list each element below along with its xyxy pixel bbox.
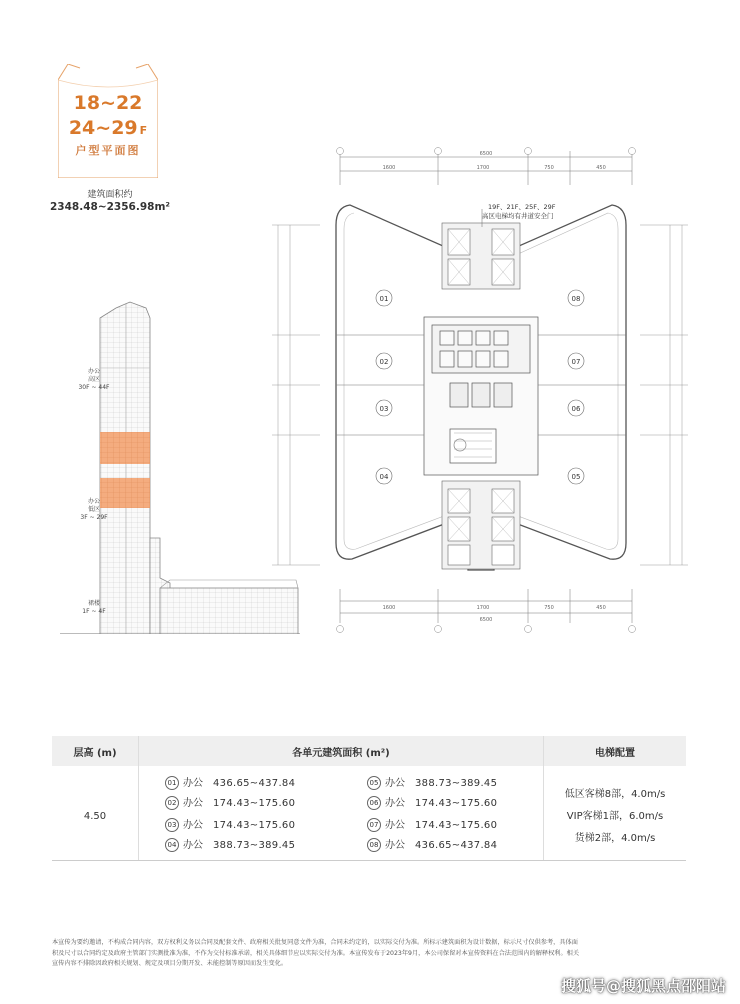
dim-bottom-1: 1600 [382, 605, 396, 611]
zone-label-low: 办公 低区 3F ~ 29F [80, 498, 108, 521]
dim-top-4: 450 [596, 165, 606, 171]
badge-subtitle: 户型平面图 [75, 144, 141, 157]
unit-cell: 01 办公 436.65~437.84 [139, 766, 342, 791]
axis-bubbles-bottom [337, 626, 636, 633]
header-elevator: 电梯配置 [544, 736, 687, 766]
area-value: 2348.48~2356.98m² [50, 201, 170, 213]
disclaimer: 本宣传为要约邀请，不构成合同内容，双方权利义务以合同及配套文件、政府相关批复同意文件为准，合同未约定的，以实际交付为准。所标示建筑面积为设计数据，标示尺寸仅供参考，具体面 积及尺寸以合同约定及政府主管部门实测批准为准，不作为交付标准承诺，相关具体细节应以实际交付为准。本宣传发布于2023年9月，本公司保留对本宣传资料在合法范围内的解释权利。相关 宣传内容不排除因政府相关规划、规定及项目分期开发、未能控制等原因而发生变化。 [52, 939, 580, 967]
elevator-config: 低区客梯8部，4.0m/s VIP客梯1部，6.0m/s 货梯2部，4.0m/s [544, 766, 687, 861]
watermark: 搜狐号@搜狐黑点邵阳站 [560, 977, 726, 995]
unit-label-03: 03 [379, 405, 389, 413]
floor-plan [260, 145, 700, 640]
unit-cell: 03 办公 174.43~175.60 [139, 813, 342, 835]
floor-height-value: 4.50 [52, 766, 139, 861]
unit-label-05: 05 [571, 473, 581, 481]
top-core [442, 223, 520, 289]
unit-label-07: 07 [571, 358, 581, 366]
dim-bottom-2: 1700 [476, 605, 490, 611]
header-floor-height: 层高 (m) [52, 736, 139, 766]
unit-label-06: 06 [571, 405, 581, 413]
callout-line-1: 19F、21F、25F、29F [488, 203, 556, 211]
header-unit-area: 各单元建筑面积 (m²) [139, 736, 544, 766]
dim-bottom-3: 750 [544, 605, 554, 611]
unit-cell: 08 办公 436.65~437.84 [341, 835, 544, 861]
unit-cell: 02 办公 174.43~175.60 [139, 791, 342, 813]
dim-bottom-4: 450 [596, 605, 606, 611]
unit-label-02: 02 [379, 358, 389, 366]
unit-label-04: 04 [379, 473, 389, 481]
unit-cell: 05 办公 388.73~389.45 [341, 766, 544, 791]
bottom-core [442, 481, 520, 569]
unit-cell: 04 办公 388.73~389.45 [139, 835, 342, 861]
callout-line-2: 高区电梯均有井道安全门 [482, 212, 554, 220]
badge-floor-range-2: 24~29 F [68, 117, 148, 139]
unit-cell: 06 办公 174.43~175.60 [341, 791, 544, 813]
dim-top-3: 750 [544, 165, 554, 171]
badge-floor-range-1: 18~22 [73, 92, 143, 114]
spec-table [52, 736, 686, 861]
dim-bottom-total: 6500 [479, 617, 493, 623]
dim-top-2: 1700 [476, 165, 490, 171]
unit-label-08: 08 [571, 295, 581, 303]
area-caption: 建筑面积约 [87, 190, 133, 200]
zone-label-high: 办公 高区 30F ~ 44F [78, 368, 110, 391]
unit-cell: 07 办公 174.43~175.60 [341, 813, 544, 835]
unit-label-01: 01 [379, 295, 389, 303]
dim-top-1: 1600 [382, 165, 396, 171]
central-core [424, 317, 538, 475]
table-row [52, 766, 686, 791]
zone-label-podium: 裙楼 1F ~ 4F [82, 600, 106, 615]
dim-top-total: 6500 [479, 151, 493, 157]
